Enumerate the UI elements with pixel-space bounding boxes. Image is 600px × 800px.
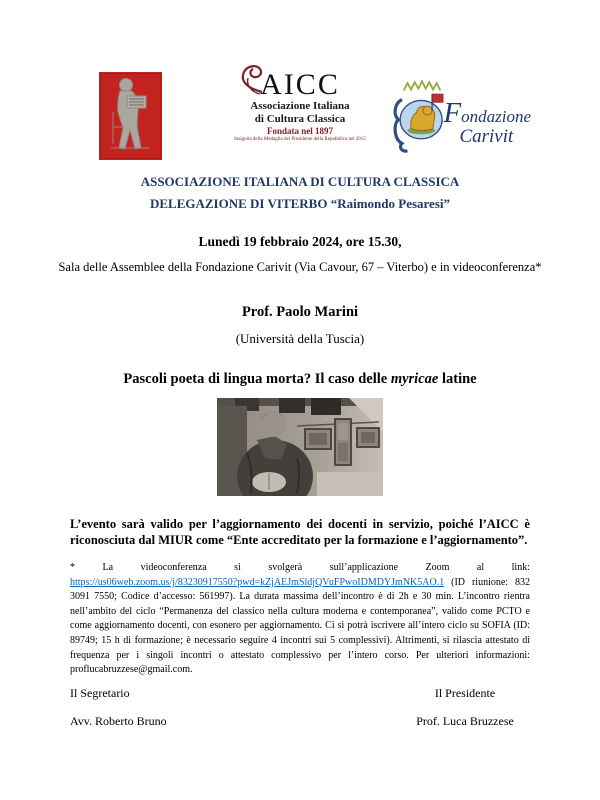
carivit-name-line2: Carivit	[459, 125, 514, 147]
aicc-acronym: AICC	[260, 68, 340, 101]
aicc-logo	[215, 70, 385, 142]
lecture-title	[0, 371, 600, 388]
aicc-name-line1: Associazione Italiana	[250, 100, 350, 112]
speaker-affiliation: (Università della Tuscia)	[235, 331, 365, 346]
cpd-notice: L’evento sarà valido per l’aggiornamento dei docenti in servizio, poiché l’AICC è riconosciuta dal MIUR come “Ente accreditato per la formazione e l’aggiornamento”.	[70, 517, 530, 547]
carivit-crest-icon	[391, 74, 449, 158]
aicc-name-line2: di Cultura Classica	[254, 112, 346, 125]
footnote-intro: * La videoconferenza si svolgerà sull’applicazione Zoom al link:	[70, 562, 530, 573]
president-role: Il Presidente	[434, 686, 496, 700]
secretary-name: Avv. Roberto Bruno	[70, 714, 167, 728]
president-name: Prof. Luca Bruzzese	[416, 714, 514, 728]
delegation-heading: DELEGAZIONE DI VITERBO “Raimondo Pesaresi”	[149, 196, 450, 211]
footnote-body	[70, 576, 530, 678]
zoom-meeting-link[interactable]: https://us06web.zoom.us/j/83230917550?pwd=kZjAEJmSldjQVuFPwoIDMDYJmNK5AO.1	[70, 576, 445, 588]
secretary-role: Il Segretario	[70, 686, 130, 700]
speaker-name: Prof. Paolo Marini	[241, 304, 359, 320]
aicc-seated-scholar-icon	[99, 72, 162, 160]
carivit-logo	[391, 74, 531, 158]
footnote	[70, 561, 530, 678]
aicc-founded: Fondata nel 1897	[266, 126, 333, 137]
logo-row	[0, 70, 600, 166]
lecture-title-italic: myricae	[390, 371, 439, 387]
association-heading: ASSOCIAZIONE ITALIANA DI CULTURA CLASSICA	[140, 174, 460, 189]
lecture-title-post: latine	[438, 371, 477, 387]
event-location: Sala delle Assemblee della Fondazione Carivit (Via Cavour, 67 – Viterbo) e in videoconferenza*	[58, 260, 542, 274]
carivit-name-line1: Fondazione	[443, 97, 531, 130]
footnote-details: (ID riunione: 832 3091 7550; Codice d’accesso: 561997). La durata massima dell’incontro è di 2h e 30 min. L’incontro rientra nell’ambito del ciclo “Permanenza del classico nella cultura moderna e contemporanea”, valido come PCTO e come aggiornamento docenti, con esonero per aggiornamento. Ci si potrà iscrivere all’intero ciclo su SOFIA (ID: 89749; 15 h di formazione; è necessario seguire 4 incontri sui 5 complessivi). Altrimenti, si rilascia attestato di frequenza per i singoli incontri o attestato complessivo per l’intero corso. Per ulteriori informazioni: proflucabruzzese@gmail.com.	[70, 576, 530, 676]
event-datetime: Lunedì 19 febbraio 2024, ore 15.30,	[198, 234, 402, 249]
aicc-honor: Insignita della Medaglia del Presidente della Repubblica nel 2015	[234, 137, 366, 143]
lecture-title-pre: Pascoli poeta di lingua morta? Il caso delle	[123, 371, 391, 387]
pascoli-photo	[217, 398, 383, 496]
aicc-flourish-icon	[236, 62, 270, 96]
